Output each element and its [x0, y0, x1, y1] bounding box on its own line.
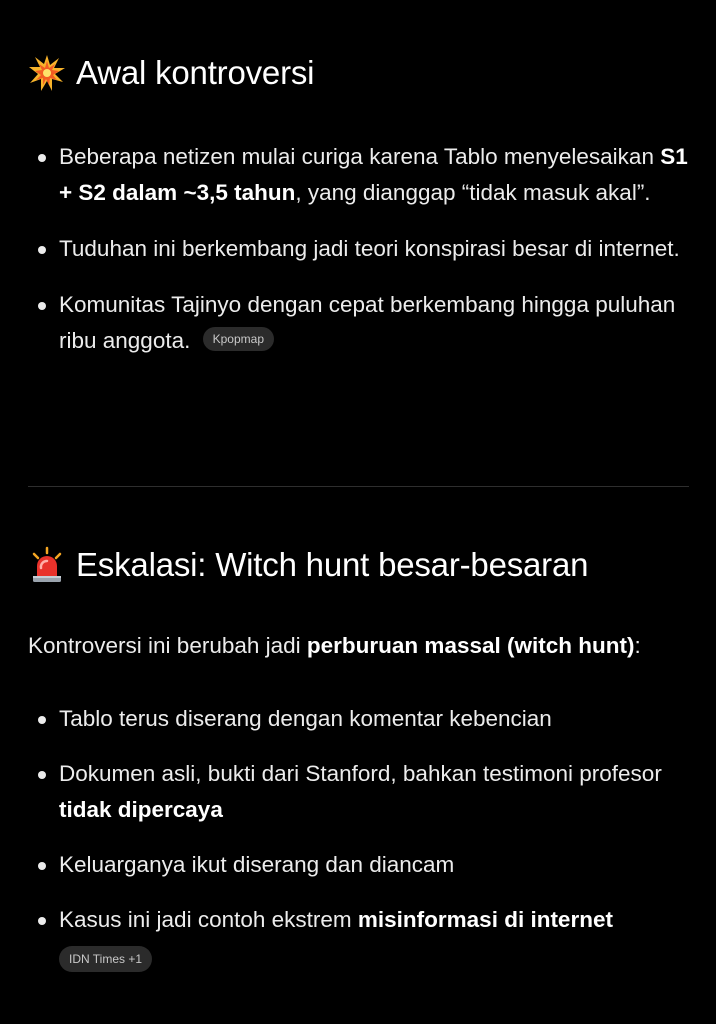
item-text: Komunitas Tajinyo dengan cepat berkembang hingga puluhan ribu anggota. [59, 292, 676, 353]
intro-text: : [634, 633, 641, 658]
list-item [28, 847, 690, 883]
item-text: Keluarganya ikut diserang dan diancam [59, 852, 455, 877]
bullet-list-awal-kontroversi [28, 139, 690, 379]
police-light-emoji-icon [28, 546, 66, 584]
source-citation-chip[interactable]: IDN Times +1 [59, 946, 152, 972]
item-text: , yang dianggap “tidak masuk akal”. [295, 180, 651, 205]
list-item [28, 287, 690, 359]
source-citation-chip[interactable]: Kpopmap [203, 327, 274, 351]
item-text: Dokumen asli, bukti dari Stanford, bahkan testimoni profesor [59, 761, 662, 786]
collision-emoji-icon [28, 54, 66, 92]
section-heading-eskalasi [28, 546, 588, 584]
item-text: Beberapa netizen mulai curiga karena Tablo menyelesaikan [59, 144, 661, 169]
list-item [28, 701, 690, 737]
intro-bold-text: perburuan massal (witch hunt) [306, 633, 635, 658]
item-text: Kasus ini jadi contoh ekstrem [59, 907, 358, 932]
item-bold-text: S1 + S2 dalam ~3,5 tahun [59, 144, 688, 205]
item-text: Tablo terus diserang dengan komentar kebencian [59, 706, 552, 731]
bullet-list-eskalasi [28, 701, 690, 993]
item-text: Tuduhan ini berkembang jadi teori konspirasi besar di internet. [59, 236, 680, 261]
section-title: Eskalasi: Witch hunt besar-besaran [76, 546, 589, 583]
list-item [28, 139, 690, 211]
intro-text: Kontroversi ini berubah jadi [28, 633, 307, 658]
section-divider [28, 486, 689, 487]
item-bold-text: misinformasi di internet [357, 907, 613, 932]
list-item [28, 902, 690, 974]
section-heading-awal-kontroversi [28, 54, 314, 92]
list-item [28, 231, 690, 267]
intro-paragraph [28, 628, 641, 664]
item-bold-text: tidak dipercaya [59, 797, 223, 822]
list-item [28, 756, 690, 828]
section-title: Awal kontroversi [76, 54, 315, 91]
